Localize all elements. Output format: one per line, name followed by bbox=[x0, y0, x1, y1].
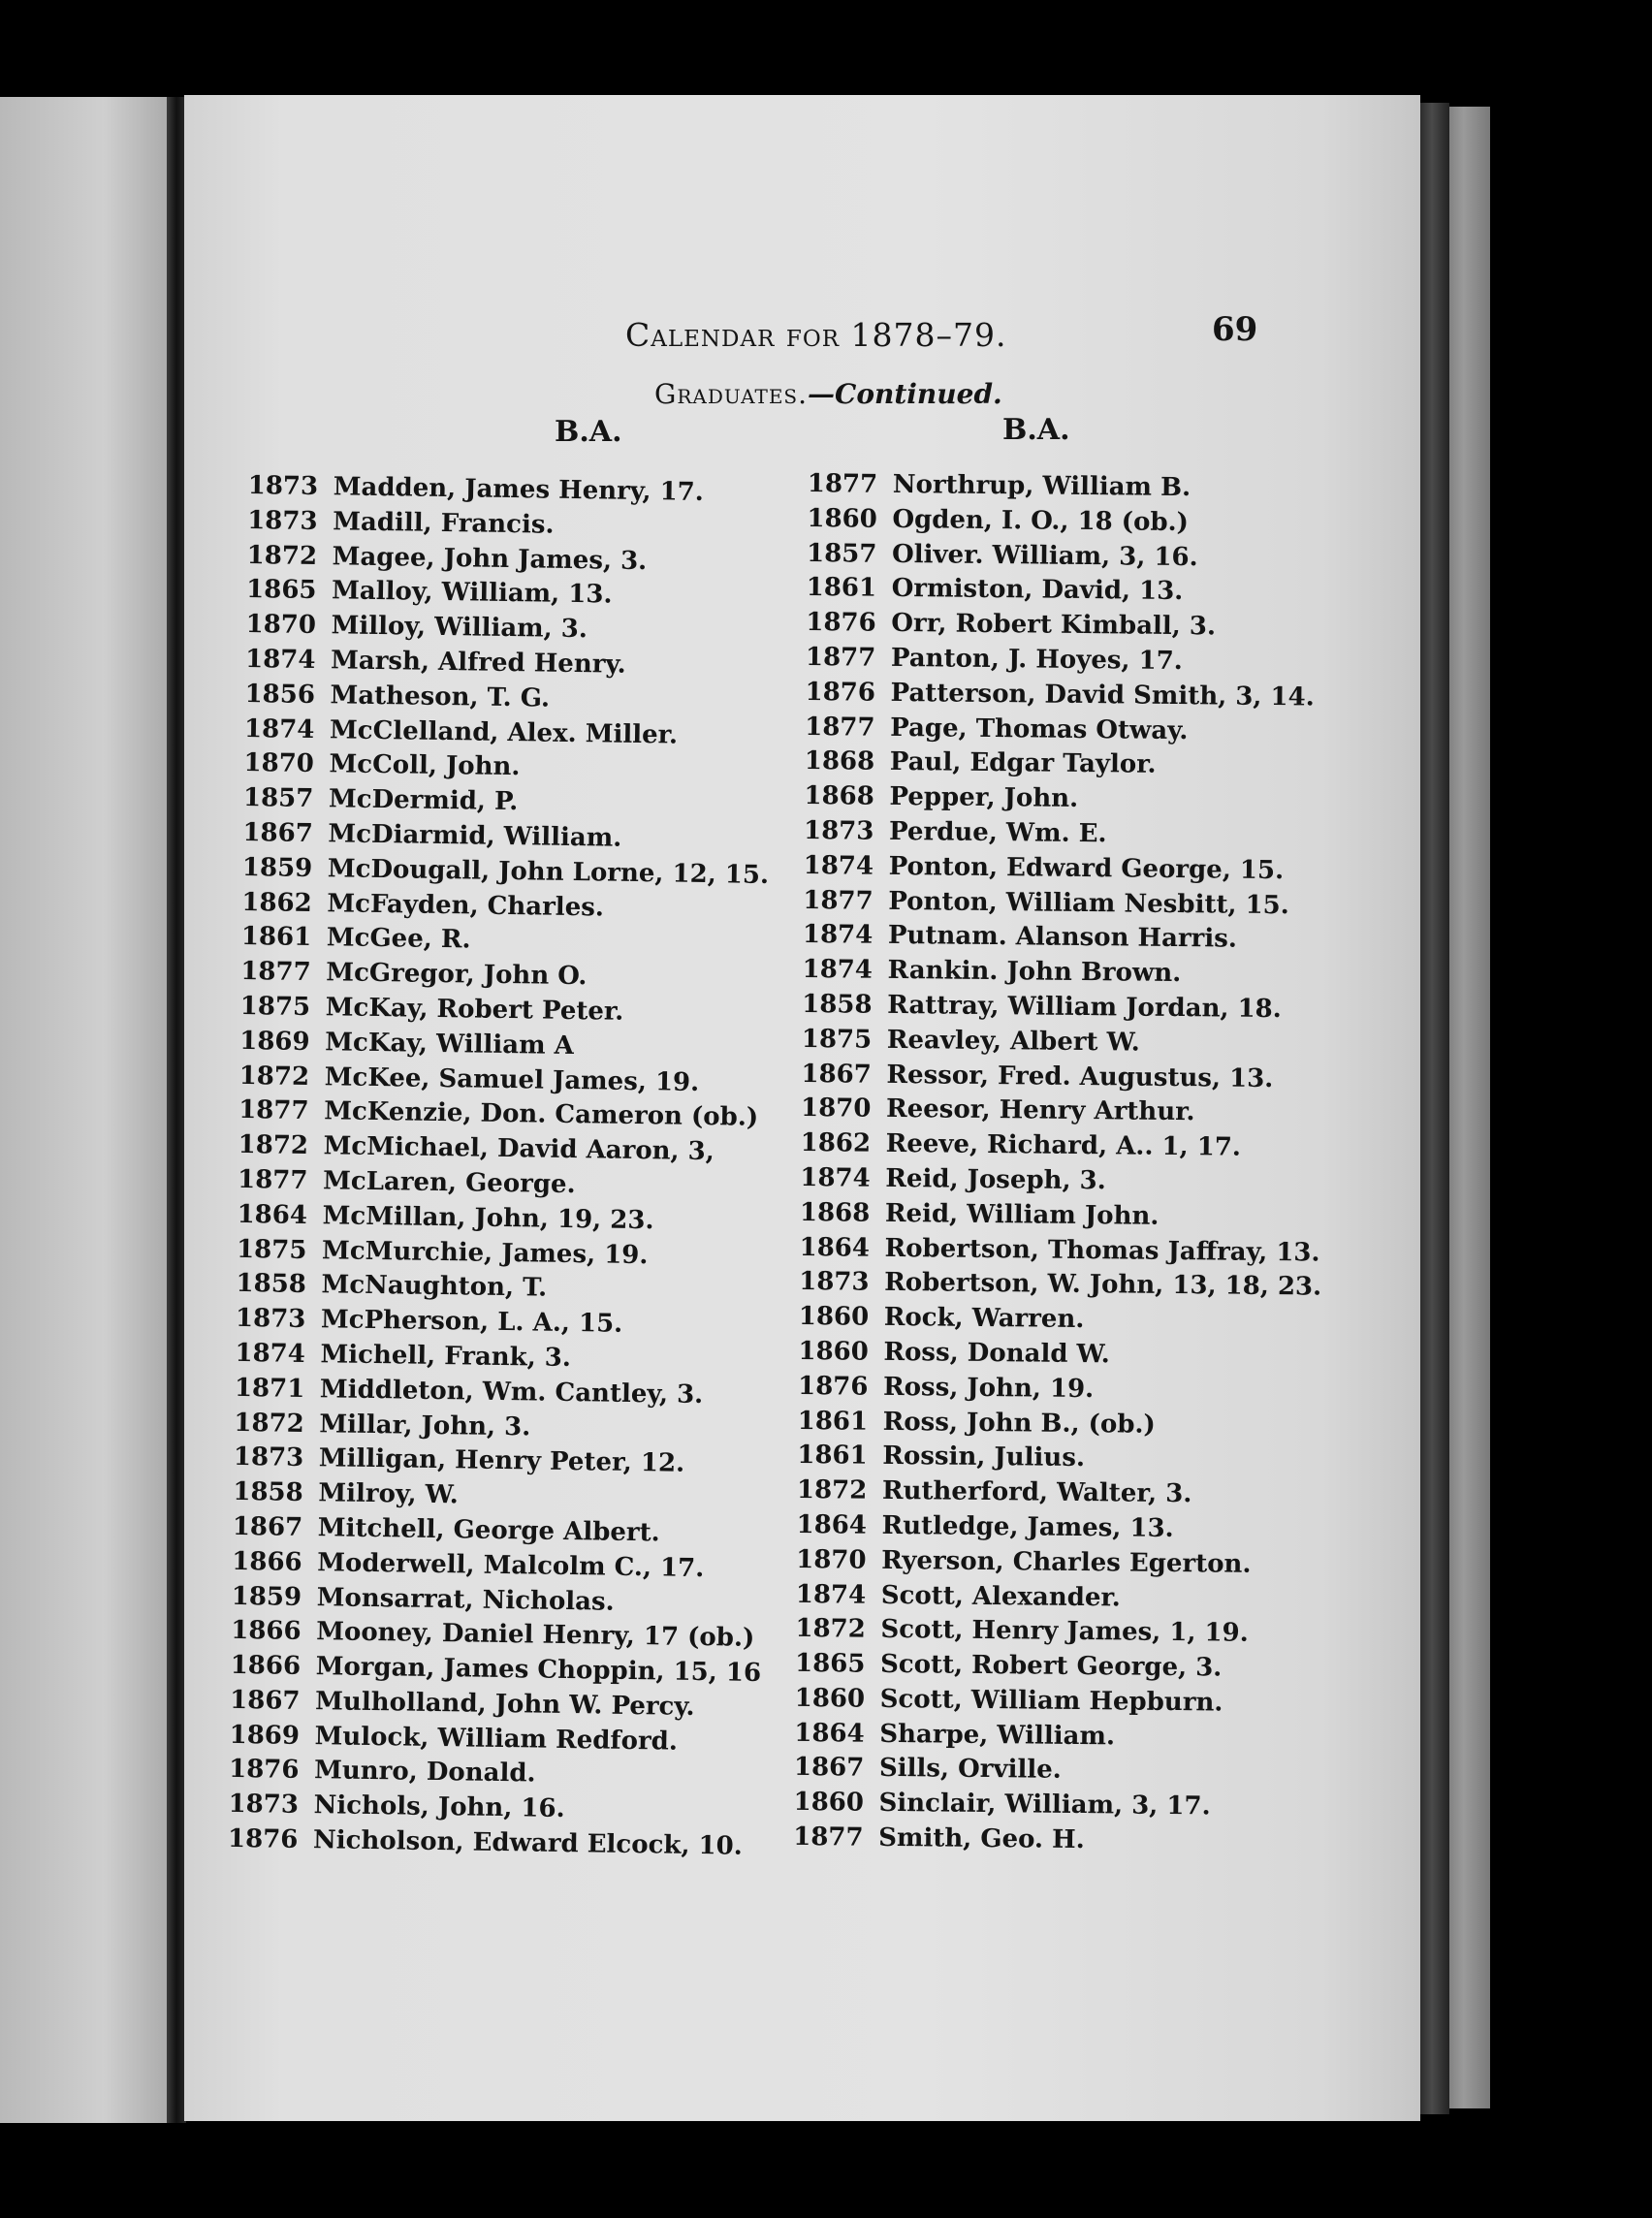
graduate-entry bbox=[793, 1821, 1316, 1860]
graduation-year: 1876 bbox=[805, 677, 876, 708]
graduation-year: 1868 bbox=[799, 1197, 871, 1228]
graduation-year: 1857 bbox=[806, 538, 877, 569]
graduation-year: 1864 bbox=[794, 1718, 865, 1749]
graduate-name: Monsarrat, Nicholas. bbox=[316, 1582, 615, 1617]
graduate-name: Sinclair, William, 3, 17. bbox=[878, 1789, 1211, 1822]
graduate-name: McKay, Robert Peter. bbox=[325, 993, 624, 1027]
graduation-year: 1874 bbox=[243, 713, 315, 745]
graduation-year: 1873 bbox=[228, 1790, 300, 1821]
graduate-entry bbox=[808, 467, 1330, 507]
graduation-year: 1869 bbox=[229, 1720, 301, 1751]
graduate-name: McMurchie, James, 19. bbox=[321, 1235, 649, 1270]
graduate-entry bbox=[797, 1439, 1319, 1478]
graduate-name: Reeve, Richard, A.. 1, 17. bbox=[885, 1129, 1242, 1162]
graduation-year: 1873 bbox=[803, 815, 874, 846]
graduate-entry bbox=[800, 1196, 1322, 1236]
graduate-name: Robertson, Thomas Jaffray, 13. bbox=[884, 1233, 1320, 1268]
graduate-entry bbox=[796, 1508, 1318, 1548]
graduation-year: 1860 bbox=[807, 503, 877, 534]
facing-page-edge bbox=[0, 97, 173, 2123]
graduation-year: 1859 bbox=[231, 1581, 302, 1612]
graduate-entry bbox=[797, 1473, 1319, 1513]
graduation-year: 1873 bbox=[233, 1442, 304, 1473]
graduate-entry bbox=[807, 571, 1329, 611]
graduate-name: Page, Thomas Otway. bbox=[890, 713, 1189, 745]
graduate-name: Pepper, John. bbox=[889, 782, 1079, 814]
right-graduate-list bbox=[793, 467, 1330, 1860]
graduation-year: 1866 bbox=[231, 1616, 302, 1647]
graduate-entry bbox=[802, 1023, 1324, 1062]
graduate-name: Northrup, William B. bbox=[892, 469, 1191, 503]
graduate-name: McDougall, John Lorne, 12, 15. bbox=[327, 854, 770, 890]
graduate-name: Munro, Donald. bbox=[313, 1756, 536, 1790]
graduation-year: 1860 bbox=[798, 1302, 870, 1332]
graduate-entry bbox=[805, 745, 1327, 784]
graduate-name: Rutherford, Walter, 3. bbox=[881, 1475, 1192, 1509]
graduate-entry bbox=[800, 1161, 1322, 1201]
graduation-year: 1865 bbox=[794, 1649, 866, 1679]
graduate-name: Ross, Donald W. bbox=[883, 1337, 1110, 1370]
book-page bbox=[184, 95, 1420, 2121]
graduation-year: 1858 bbox=[802, 989, 873, 1020]
graduate-name: Paul, Edgar Taylor. bbox=[889, 747, 1157, 780]
graduate-entry bbox=[794, 1717, 1317, 1757]
graduate-entry bbox=[801, 1058, 1323, 1097]
graduate-name: Michell, Frank, 3. bbox=[320, 1340, 572, 1373]
graduate-name: Madill, Francis. bbox=[332, 507, 555, 540]
graduate-name: Ryerson, Charles Egerton. bbox=[881, 1545, 1252, 1579]
graduate-name: Nicholson, Edward Elcock, 10. bbox=[312, 1825, 743, 1861]
graduate-name: McKenzie, Don. Cameron (ob.) bbox=[323, 1096, 759, 1133]
graduation-year: 1858 bbox=[236, 1269, 307, 1300]
graduate-name: Ponton, William Nesbitt, 15. bbox=[888, 886, 1289, 920]
graduation-year: 1877 bbox=[237, 1164, 308, 1195]
graduate-name: Ormiston, David, 13. bbox=[891, 574, 1184, 607]
graduation-year: 1865 bbox=[245, 575, 317, 606]
graduate-entry bbox=[798, 1370, 1320, 1410]
graduation-year: 1877 bbox=[807, 468, 878, 499]
graduate-name: Moderwell, Malcolm C., 17. bbox=[317, 1547, 705, 1583]
graduate-entry bbox=[798, 1335, 1320, 1375]
graduate-name: McKay, William A bbox=[325, 1027, 575, 1061]
graduation-year: 1867 bbox=[229, 1685, 301, 1716]
graduation-year: 1873 bbox=[246, 505, 318, 536]
graduation-year: 1873 bbox=[799, 1267, 870, 1298]
graduation-year: 1875 bbox=[801, 1024, 873, 1055]
graduate-name: Reid, Joseph, 3. bbox=[885, 1163, 1106, 1196]
graduate-name: Matheson, T. G. bbox=[330, 681, 551, 713]
graduate-name: Scott, William Hepburn. bbox=[879, 1684, 1223, 1718]
graduate-entry bbox=[805, 676, 1327, 715]
right-column-heading: B.A. bbox=[1002, 413, 1070, 447]
graduate-name: Ressor, Fred. Augustus, 13. bbox=[886, 1060, 1274, 1093]
graduate-name: Rankin. John Brown. bbox=[887, 956, 1182, 989]
graduation-year: 1873 bbox=[247, 470, 319, 502]
graduate-name: Reavley, Albert W. bbox=[886, 1025, 1140, 1058]
graduate-entry bbox=[805, 711, 1327, 750]
graduation-year: 1861 bbox=[806, 573, 877, 604]
graduation-year: 1867 bbox=[793, 1753, 865, 1784]
graduate-entry bbox=[795, 1647, 1318, 1687]
graduate-name: Madden, James Henry, 17. bbox=[333, 472, 705, 507]
graduate-name: Scott, Henry James, 1, 19. bbox=[880, 1615, 1249, 1649]
graduate-entry bbox=[803, 884, 1325, 924]
graduate-name: Smith, Geo. H. bbox=[878, 1822, 1085, 1855]
graduate-name: Rutledge, James, 13. bbox=[881, 1510, 1174, 1543]
section-title-text: Graduates. bbox=[654, 378, 809, 410]
graduation-year: 1874 bbox=[802, 955, 874, 985]
graduate-entry bbox=[794, 1751, 1317, 1790]
graduation-year: 1872 bbox=[238, 1130, 309, 1161]
graduation-year: 1864 bbox=[799, 1232, 871, 1263]
graduate-name: Milloy, William, 3. bbox=[331, 611, 588, 645]
graduate-entry bbox=[807, 502, 1329, 542]
graduation-year: 1870 bbox=[796, 1544, 867, 1575]
graduate-name: Sills, Orville. bbox=[878, 1754, 1062, 1786]
graduation-year: 1856 bbox=[244, 679, 316, 710]
graduate-name: McMillan, John, 19, 23. bbox=[322, 1200, 654, 1236]
graduate-entry bbox=[228, 1822, 759, 1865]
graduation-year: 1864 bbox=[237, 1199, 308, 1230]
graduation-year: 1873 bbox=[235, 1304, 306, 1335]
graduate-name: Milligan, Henry Peter, 12. bbox=[318, 1443, 685, 1479]
graduate-name: Milroy, W. bbox=[318, 1478, 460, 1510]
graduate-name: McDermid, P. bbox=[328, 784, 519, 817]
graduate-name: Oliver. William, 3, 16. bbox=[891, 539, 1198, 572]
graduate-name: McGee, R. bbox=[326, 923, 471, 955]
graduate-name: McDiarmid, William. bbox=[328, 819, 622, 853]
graduation-year: 1870 bbox=[245, 610, 317, 641]
graduation-year: 1870 bbox=[243, 748, 315, 779]
graduation-year: 1874 bbox=[795, 1579, 867, 1610]
graduate-entry bbox=[807, 537, 1329, 577]
graduation-year: 1876 bbox=[228, 1755, 300, 1786]
graduation-year: 1864 bbox=[796, 1509, 868, 1540]
graduation-year: 1877 bbox=[805, 712, 875, 743]
graduation-year: 1875 bbox=[239, 991, 311, 1022]
graduation-year: 1862 bbox=[241, 887, 312, 918]
graduation-year: 1862 bbox=[800, 1128, 872, 1158]
graduate-name: Nichols, John, 16. bbox=[313, 1790, 565, 1824]
graduate-name: Perdue, Wm. E. bbox=[888, 816, 1107, 849]
page-shadow-edge bbox=[1420, 103, 1449, 2114]
graduate-name: Rossin, Julius. bbox=[882, 1442, 1086, 1473]
graduate-name: McPherson, L. A., 15. bbox=[320, 1305, 623, 1339]
graduation-year: 1867 bbox=[232, 1511, 303, 1542]
graduate-entry bbox=[795, 1612, 1318, 1652]
graduate-name: Sharpe, William. bbox=[879, 1719, 1116, 1752]
graduation-year: 1874 bbox=[235, 1338, 306, 1369]
graduation-year: 1860 bbox=[794, 1683, 866, 1714]
graduation-year: 1875 bbox=[236, 1234, 307, 1265]
graduate-name: Panton, J. Hoyes, 17. bbox=[890, 643, 1183, 677]
graduate-name: Robertson, W. John, 13, 18, 23. bbox=[884, 1268, 1322, 1302]
graduate-name: Mitchell, George Albert. bbox=[317, 1513, 660, 1548]
left-graduate-list bbox=[228, 469, 779, 1865]
graduate-entry bbox=[804, 814, 1326, 854]
graduate-entry bbox=[803, 918, 1325, 958]
graduate-name: McMichael, David Aaron, 3, bbox=[323, 1131, 715, 1167]
graduation-year: 1867 bbox=[242, 817, 314, 848]
graduation-year: 1859 bbox=[241, 852, 313, 883]
graduate-name: McFayden, Charles. bbox=[327, 888, 605, 923]
graduation-year: 1860 bbox=[793, 1788, 865, 1818]
graduation-year: 1858 bbox=[233, 1476, 303, 1508]
graduation-year: 1872 bbox=[234, 1408, 304, 1439]
running-title: Calendar for 1878–79. bbox=[625, 316, 1007, 354]
graduate-name: Scott, Alexander. bbox=[880, 1580, 1121, 1612]
graduation-year: 1874 bbox=[802, 920, 874, 951]
graduation-year: 1868 bbox=[804, 781, 874, 811]
graduate-name: McNaughton, T. bbox=[321, 1270, 548, 1303]
graduation-year: 1866 bbox=[232, 1546, 302, 1577]
graduation-year: 1874 bbox=[803, 850, 874, 881]
graduation-year: 1868 bbox=[804, 746, 875, 777]
graduation-year: 1872 bbox=[238, 1061, 310, 1092]
graduate-entry bbox=[798, 1404, 1320, 1443]
graduation-year: 1872 bbox=[796, 1475, 868, 1505]
graduate-entry bbox=[804, 849, 1326, 889]
graduation-year: 1861 bbox=[797, 1406, 869, 1437]
graduation-year: 1874 bbox=[800, 1162, 871, 1193]
graduation-year: 1876 bbox=[227, 1823, 299, 1854]
graduate-entry bbox=[799, 1300, 1321, 1340]
graduate-entry bbox=[802, 988, 1324, 1028]
graduate-name: Mulholland, John W. Percy. bbox=[314, 1687, 695, 1722]
graduate-name: Ponton, Edward George, 15. bbox=[888, 851, 1285, 885]
graduate-entry bbox=[799, 1265, 1321, 1305]
graduate-name: Ross, John B., (ob.) bbox=[882, 1407, 1156, 1440]
graduation-year: 1861 bbox=[797, 1441, 868, 1472]
graduate-name: Reid, William John. bbox=[884, 1198, 1160, 1231]
graduate-name: Putnam. Alanson Harris. bbox=[887, 921, 1238, 955]
graduate-name: Millar, John, 3. bbox=[319, 1409, 531, 1442]
section-continued: —Continued. bbox=[808, 378, 1002, 410]
graduation-year: 1869 bbox=[239, 1026, 310, 1057]
graduate-name: Rock, Warren. bbox=[883, 1302, 1085, 1335]
graduate-name: McLaren, George. bbox=[322, 1166, 576, 1200]
graduate-name: Ogden, I. O., 18 (ob.) bbox=[892, 504, 1190, 537]
page-number: 69 bbox=[1212, 310, 1258, 349]
graduate-entry bbox=[806, 606, 1328, 646]
graduate-name: Patterson, David Smith, 3, 14. bbox=[890, 678, 1315, 713]
graduate-name: Mooney, Daniel Henry, 17 (ob.) bbox=[315, 1617, 755, 1654]
graduate-entry bbox=[795, 1682, 1318, 1722]
graduation-year: 1870 bbox=[800, 1093, 872, 1125]
graduate-name: Malloy, William, 13. bbox=[331, 576, 613, 610]
graduation-year: 1861 bbox=[240, 922, 312, 953]
graduate-entry bbox=[796, 1543, 1318, 1583]
graduate-name: McColl, John. bbox=[329, 749, 521, 782]
graduation-year: 1877 bbox=[238, 1095, 309, 1126]
graduate-name: Reesor, Henry Arthur. bbox=[885, 1094, 1195, 1127]
graduate-name: Mulock, William Redford. bbox=[314, 1721, 679, 1757]
graduate-entry bbox=[804, 779, 1326, 819]
graduation-year: 1871 bbox=[234, 1373, 305, 1404]
graduate-name: Scott, Robert George, 3. bbox=[879, 1649, 1223, 1683]
graduate-name: Ross, John, 19. bbox=[882, 1372, 1095, 1404]
graduate-entry bbox=[793, 1786, 1316, 1825]
page-header bbox=[184, 95, 1420, 405]
graduate-entry bbox=[802, 953, 1324, 993]
graduation-year: 1867 bbox=[801, 1059, 872, 1090]
graduate-name: Middleton, Wm. Cantley, 3. bbox=[319, 1374, 704, 1410]
graduation-year: 1874 bbox=[244, 644, 316, 676]
graduate-entry bbox=[796, 1577, 1318, 1617]
graduation-year: 1877 bbox=[793, 1822, 864, 1853]
graduation-year: 1876 bbox=[797, 1371, 869, 1402]
graduation-year: 1877 bbox=[803, 885, 874, 916]
graduate-entry bbox=[806, 641, 1328, 681]
graduation-year: 1876 bbox=[806, 608, 876, 638]
graduate-name: Morgan, James Choppin, 15, 16 bbox=[315, 1652, 762, 1689]
graduate-name: Marsh, Alfred Henry. bbox=[330, 646, 626, 680]
graduate-name: Rattray, William Jordan, 18. bbox=[887, 990, 1282, 1025]
left-column-heading: B.A. bbox=[555, 415, 622, 449]
graduate-entry bbox=[801, 1092, 1323, 1131]
graduate-name: McGregor, John O. bbox=[326, 958, 588, 992]
graduation-year: 1860 bbox=[798, 1336, 869, 1367]
graduate-name: McClelland, Alex. Miller. bbox=[329, 714, 679, 750]
section-title bbox=[654, 378, 1002, 410]
graduate-name: McKee, Samuel James, 19. bbox=[324, 1061, 700, 1097]
graduate-entry bbox=[801, 1126, 1323, 1166]
book-gutter bbox=[167, 97, 186, 2123]
graduation-year: 1857 bbox=[242, 783, 314, 814]
graduation-year: 1877 bbox=[240, 957, 311, 988]
graduate-name: Magee, John James, 3. bbox=[332, 541, 648, 576]
graduation-year: 1866 bbox=[230, 1650, 302, 1682]
graduate-entry bbox=[799, 1230, 1321, 1270]
graduation-year: 1872 bbox=[246, 540, 318, 571]
graduation-year: 1872 bbox=[795, 1614, 866, 1644]
graduation-year: 1877 bbox=[805, 642, 876, 673]
graduate-name: Orr, Robert Kimball, 3. bbox=[891, 609, 1217, 642]
